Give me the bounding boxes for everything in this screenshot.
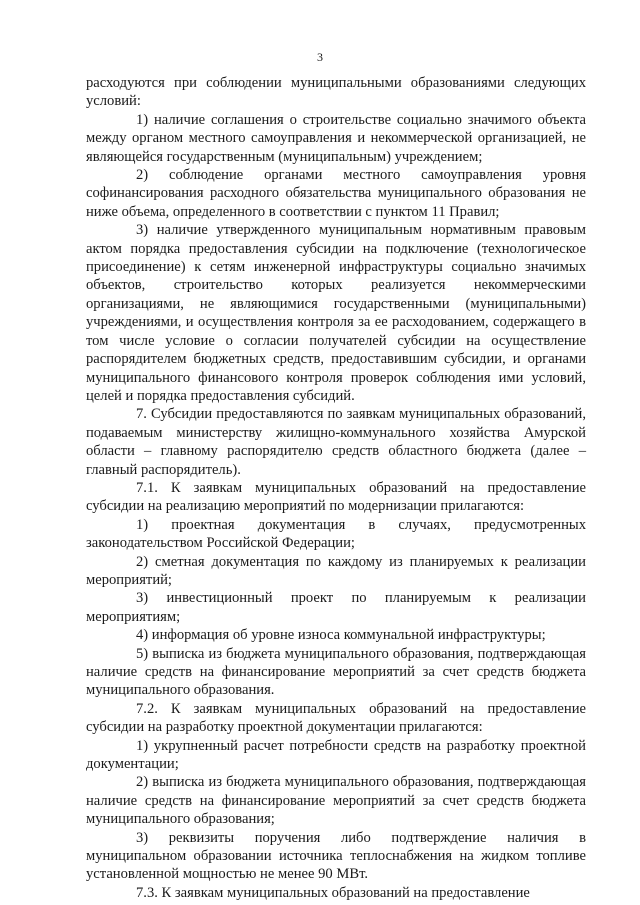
paragraph-7-2-item-2: 2) выписка из бюджета муниципального образования, подтверждающая наличие средств на финансирование мероприятий за счет средств бюджета муниципального образования; — [86, 774, 586, 828]
page-number: 3 — [317, 50, 323, 64]
paragraph-condition-3: 3) наличие утвержденного муниципальным нормативным правовым актом порядка предоставления субсидии на подключение (технологическое присоединение) к сетям инженерной инфраструктуры социально значимых объектов, строительство которых реализуется некоммерческими организациями, не являющимися государственными (муниципальными) учреждениями, и осуществления контроля за ее расходованием, содержащего в том числе условие о согласии получателей субсидии на осуществление распорядителем бюджетных средств, предоставившим субсидии, и органами муниципального финансового контроля проверок соблюдения ими условий, целей и порядка предоставления субсидий. — [86, 222, 586, 404]
document-body — [86, 74, 586, 902]
paragraph-condition-2: 2) соблюдение органами местного самоуправления уровня софинансирования расходного обязательства муниципального образования не ниже объема, определенного в соответствии с пунктом 11 Правил; — [86, 167, 586, 220]
paragraph-7-1-item-4: 4) информация об уровне износа коммунальной инфраструктуры; — [136, 627, 546, 644]
paragraph-intro: расходуются при соблюдении муниципальными образованиями следующих условий: — [86, 75, 586, 110]
paragraph-clause-7-2: 7.2. К заявкам муниципальных образований на предоставление субсидии на разработку проектной документации прилагаются: — [86, 700, 586, 736]
paragraph-clause-7: 7. Субсидии предоставляются по заявкам муниципальных образований, подаваемым министерству жилищно-коммунального хозяйства Амурской области – главному распорядителю средств областного бюджета (далее – главный распорядитель). — [86, 406, 586, 478]
paragraph-7-2-item-1: 1) укрупненный расчет потребности средств на разработку проектной документации; — [86, 737, 586, 773]
paragraph-7-1-item-3: 3) инвестиционный проект по планируемым к реализации мероприятиям; — [86, 590, 586, 625]
paragraph-7-1-item-5: 5) выписка из бюджета муниципального образования, подтверждающая наличие средств на финансирование мероприятий за счет средств бюджета муниципального образования. — [86, 645, 586, 699]
paragraph-7-2-item-3: 3) реквизиты поручения либо подтверждение наличия в муниципальном образовании источника теплоснабжения на жидком топливе установленной мощностью не менее 90 МВт. — [86, 829, 586, 883]
paragraph-condition-1: 1) наличие соглашения о строительстве социально значимого объекта между органом местного самоуправления и некоммерческой организацией, не являющейся государственным (муниципальным) учреждением; — [86, 111, 586, 165]
paragraph-clause-7-1: 7.1. К заявкам муниципальных образований на предоставление субсидии на реализацию мероприятий по модернизации прилагаются: — [86, 479, 586, 515]
paragraph-clause-7-3: 7.3. К заявкам муниципальных образований на предоставление — [136, 884, 530, 901]
paragraph-7-1-item-2: 2) сметная документация по каждому из планируемых к реализации мероприятий; — [86, 553, 586, 588]
paragraph-7-1-item-1: 1) проектная документация в случаях, предусмотренных законодательством Российской Федерации; — [86, 516, 586, 552]
